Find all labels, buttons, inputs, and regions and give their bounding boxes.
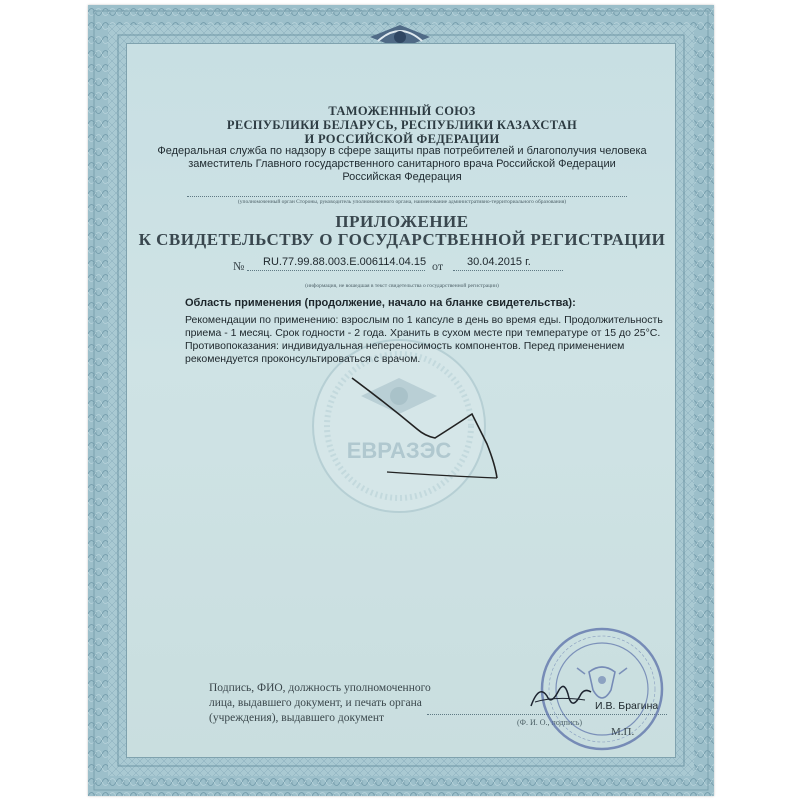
signer-name: И.В. Брагина <box>595 700 659 712</box>
title-line-1: ПРИЛОЖЕНИЕ <box>335 212 469 231</box>
content-line-2: приема - 1 месяц. Срок годности - 2 года. Хранить в сухом месте при температуре от 15 до 25°С. <box>185 327 661 339</box>
document-body <box>126 43 676 758</box>
content-line-4: рекомендуется проконсультироваться с врачом. <box>185 353 421 365</box>
fio-caption: (Ф. И. О., подпись) <box>517 718 583 727</box>
title-line-2: К СВИДЕТЕЛЬСТВУ О ГОСУДАРСТВЕННОЙ РЕГИСТРАЦИИ <box>138 230 666 249</box>
authority-line-2: заместитель Главного государственного санитарного врача Российской Федерации <box>188 158 616 170</box>
union-line-2: РЕСПУБЛИКИ БЕЛАРУСЬ, РЕСПУБЛИКИ КАЗАХСТАН <box>226 118 578 132</box>
date-label: от <box>432 259 444 273</box>
union-line-1: ТАМОЖЕННЫЙ СОЮЗ <box>328 104 476 118</box>
mp-label: М.П. <box>611 726 635 738</box>
certificate-sheet <box>88 5 714 796</box>
handwritten-strike <box>347 374 517 484</box>
authority-underline <box>187 196 627 197</box>
content-line-1: Рекомендации по применению: взрослым по 1 капсуле в день во время еды. Продолжительность <box>185 314 663 326</box>
content-heading: Область применения (продолжение, начало на бланке свидетельства): <box>185 297 576 309</box>
signature-text-line-2: лица, выдавшего документ, и печать органа <box>209 697 422 709</box>
registration-caption: (информация, не вошедшая в текст свидетельства о государственной регистрации) <box>305 283 499 289</box>
signature-text-line-1: Подпись, ФИО, должность уполномоченного <box>209 682 431 694</box>
signature-text-line-3: (учреждения), выдавшего документ <box>209 712 385 724</box>
date-underline <box>453 270 563 271</box>
authority-caption: (уполномоченный орган Стороны, руководитель уполномоченного органа, наименование административно-территориального образования) <box>237 199 567 205</box>
number-label: № <box>233 259 245 273</box>
registration-number: RU.77.99.88.003.E.006114.04.15 <box>263 256 427 268</box>
authority-line-3: Российская Федерация <box>342 171 462 183</box>
number-underline <box>247 270 425 271</box>
handwritten-signature <box>525 676 595 716</box>
registration-date: 30.04.2015 г. <box>467 256 531 268</box>
union-line-3: И РОССИЙСКОЙ ФЕДЕРАЦИИ <box>304 132 500 146</box>
content-line-3: Противопоказания: индивидуальная непереносимость компонентов. Перед применением <box>185 340 625 352</box>
watermark-label: ЕВРАЗЭС <box>346 438 452 463</box>
authority-line-1: Федеральная служба по надзору в сфере защиты прав потребителей и благополучия человека <box>157 145 647 157</box>
